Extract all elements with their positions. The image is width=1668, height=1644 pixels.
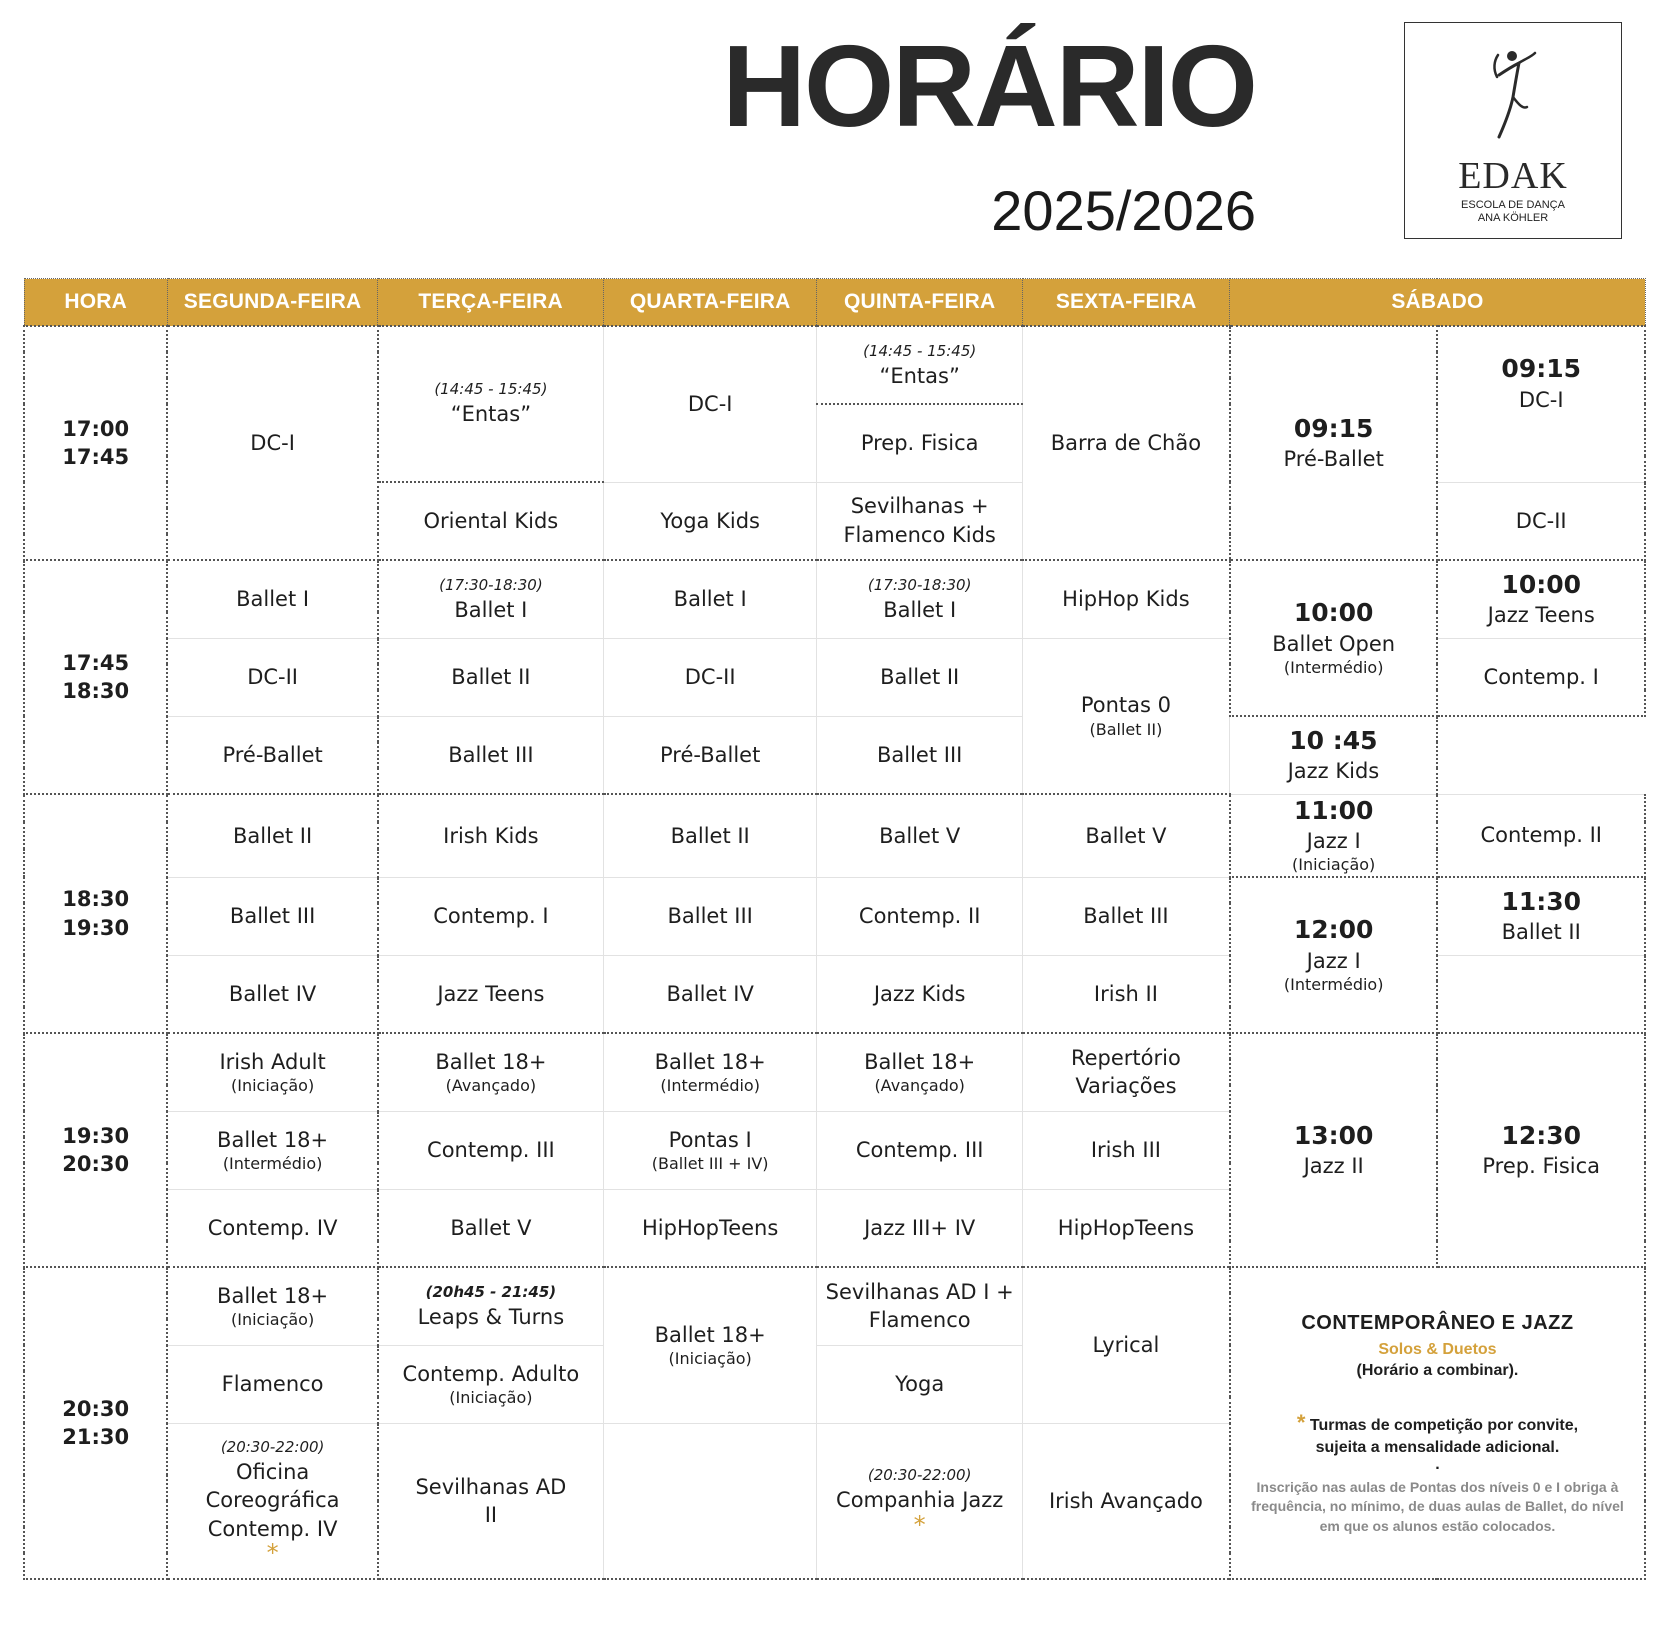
class-name-line1: Sevilhanas AD I + [825,1280,1014,1305]
hour-end: 17:45 [62,445,130,469]
class-name: Irish Adult [219,1049,326,1074]
class-cell [167,1189,378,1267]
class-cell [378,1033,604,1111]
class-cell [378,326,604,482]
pontas-note: Inscrição nas aulas de Pontas dos níveis 0 e I obriga à frequência, no mínimo, de duas aulas de Ballet, do nível em que os alunos estão colocados. [1251,1478,1624,1535]
class-cell [167,1111,378,1189]
class-name-line1: Sevilhanas + [850,494,989,519]
column-header-quinta: QUINTA-FEIRA [817,279,1023,327]
class-name-line2: Flamenco Kids [843,522,996,547]
column-header-sexta: SEXTA-FEIRA [1022,279,1230,327]
class-cell [603,716,817,794]
class-name: HipHopTeens [642,1215,779,1240]
star-icon: * [913,1510,926,1539]
class-name: Flamenco [221,1371,324,1396]
class-name: Contemp. III [855,1137,984,1162]
class-time: (20:30-22:00) [867,1466,972,1485]
hour-cell [24,560,167,794]
class-cell [603,326,817,482]
class-time: (14:45 - 15:45) [434,380,548,399]
class-cell [1022,1033,1230,1111]
class-cell [1437,638,1645,716]
class-name: Jazz I [1306,829,1361,853]
class-name: Ballet III [667,903,753,928]
empty-cell [603,1423,817,1579]
class-name: Pontas 0 [1080,693,1171,718]
class-cell [603,877,817,955]
class-cell [378,638,604,716]
class-cell [817,1345,1023,1423]
class-name: Contemp. I [1483,664,1599,689]
class-name: Pré-Ballet [1283,447,1384,472]
class-time: 10 :45 [1289,725,1378,755]
class-name-line1: Repertório [1070,1046,1181,1071]
class-name: Ballet 18+ [217,1127,329,1152]
class-cell [167,794,378,877]
class-name: Yoga Kids [660,508,760,533]
class-name: DC-II [1515,508,1567,533]
class-name-line1: Sevilhanas AD [415,1474,567,1499]
class-name: Ballet V [1085,823,1167,848]
class-name: Barra de Chão [1050,430,1202,455]
class-cell [1022,877,1230,955]
class-cell [817,1423,1023,1579]
notes-subtitle: Solos & Duetos [1378,1340,1497,1358]
class-cell [603,1111,817,1189]
class-cell [378,1423,604,1579]
class-cell [167,1345,378,1423]
class-name: DC-II [247,664,298,689]
class-cell [603,638,817,716]
class-cell [378,877,604,955]
class-cell [1230,877,1438,1033]
class-time: (14:45 - 15:45) [863,342,977,360]
class-level: (Intermédio) [660,1076,760,1096]
class-cell [378,1345,604,1423]
class-cell [1437,877,1645,955]
class-cell [1437,326,1645,482]
class-name: Jazz Teens [437,981,545,1006]
class-time: (20:30-22:00) [220,1438,325,1457]
class-name: Ballet 18+ [654,1322,766,1347]
class-name: Ballet III [229,903,316,928]
competition-line1: Turmas de competição por convite, [1309,1416,1579,1434]
class-cell [603,482,817,560]
class-name: Ballet I [673,587,747,612]
class-cell [603,1267,817,1423]
class-name: Pré-Ballet [660,742,761,767]
class-name: Irish Kids [443,823,539,848]
class-cell [603,955,817,1033]
hour-cell [24,1033,167,1267]
class-name: Leaps & Turns [417,1304,565,1329]
hour-start: 17:45 [62,650,130,675]
empty-cell [1437,955,1645,1033]
class-name: Ballet 18+ [435,1049,547,1074]
class-name: HipHop Kids [1062,587,1190,612]
class-name: Contemp. II [1480,823,1602,848]
class-cell [1230,1033,1438,1267]
class-name: DC-I [1518,387,1564,412]
class-cell [1230,326,1438,560]
class-name: Ballet V [879,823,961,848]
notes-panel [1230,1267,1645,1579]
class-level: (Avançado) [874,1076,965,1096]
class-cell [1022,794,1230,877]
hour-start: 20:30 [62,1396,130,1421]
class-cell [1022,560,1230,638]
class-time: 13:00 [1293,1120,1374,1150]
logo-wordmark: EDAK [1458,155,1568,197]
class-cell [167,955,378,1033]
class-name: Jazz I [1306,948,1361,973]
column-header-terca: TERÇA-FEIRA [378,279,604,327]
class-cell [817,716,1023,794]
school-year: 2025/2026 [991,179,1256,242]
class-cell [167,1033,378,1111]
class-time: (20h45 - 21:45) [425,1282,557,1301]
class-name: Ballet II [233,823,313,848]
class-name-line1: Oficina [235,1460,310,1485]
class-level: (Ballet II) [1089,719,1163,739]
class-time: 12:00 [1293,915,1374,945]
class-name: Contemp. I [433,903,549,928]
class-time: 11:00 [1293,795,1374,825]
star-icon: * [266,1539,279,1568]
class-level: (Iniciação) [668,1349,752,1369]
hour-end: 21:30 [62,1425,130,1450]
class-name: Ballet 18+ [654,1049,766,1074]
class-name: Ballet 18+ [217,1283,329,1308]
class-cell [817,1267,1023,1345]
class-name: Ballet I [454,597,528,622]
class-cell [378,955,604,1033]
class-name: Irish Avançado [1048,1488,1203,1513]
class-time: 12:30 [1501,1120,1581,1150]
class-name: Oriental Kids [423,508,559,533]
class-cell [378,482,604,560]
class-cell [1230,560,1438,716]
class-name: Contemp. III [427,1137,555,1162]
class-cell [378,794,604,877]
class-name: Ballet V [450,1215,532,1240]
class-name: Jazz III+ IV [864,1215,976,1240]
class-cell [1437,560,1645,638]
class-cell [1022,1189,1230,1267]
class-name: Ballet II [451,664,531,689]
class-name-line2: Variações [1075,1074,1177,1099]
logo-subtitle-2: ANA KÖHLER [1477,212,1549,224]
class-cell [167,877,378,955]
class-level: (Intermédio) [222,1153,323,1173]
class-name: DC-II [684,664,736,689]
class-level: (Iniciação) [1292,855,1376,875]
class-cell [817,1189,1023,1267]
class-cell [817,794,1023,877]
class-name: Prep. Fisica [860,431,979,456]
class-name: Ballet II [1501,920,1581,945]
column-header-quarta: QUARTA-FEIRA [603,279,817,327]
class-name: Pré-Ballet [222,742,323,767]
class-cell [817,482,1023,560]
class-level: (Iniciação) [230,1076,315,1096]
class-name: Ballet III [448,742,534,767]
class-cell [1022,1267,1230,1423]
class-cell [817,560,1023,638]
class-name-line2: Flamenco [868,1308,971,1333]
class-cell [167,716,378,794]
class-name: HipHopTeens [1057,1215,1195,1240]
class-time: (17:30-18:30) [439,575,543,594]
class-cell [378,1111,604,1189]
notes-schedule: (Horário a combinar). [1356,1362,1519,1380]
column-header-segunda: SEGUNDA-FEIRA [167,279,378,327]
class-level: (Iniciação) [230,1310,315,1330]
class-cell [817,326,1023,404]
class-time: 10:00 [1293,598,1374,628]
hour-cell [24,1267,167,1579]
class-level: (Iniciação) [449,1387,533,1407]
class-cell [603,1189,817,1267]
class-name: Ballet Open [1272,631,1396,656]
class-name: Irish III [1090,1137,1161,1162]
class-cell [1437,1033,1645,1267]
class-cell [167,326,378,560]
column-header-sabado: SÁBADO [1230,279,1645,327]
dancer-icon [1489,47,1539,142]
class-level: (Ballet III + IV) [651,1153,769,1173]
class-time: (17:30-18:30) [867,575,972,594]
class-cell [378,716,604,794]
class-level: (Intermédio) [1283,658,1384,678]
class-cell [603,560,817,638]
class-cell [817,877,1023,955]
class-name: “Entas” [879,364,960,388]
class-name: Jazz Kids [1287,759,1380,784]
class-name: Lyrical [1092,1333,1160,1358]
class-time: 09:15 [1293,413,1374,443]
competition-note [1243,1408,1632,1459]
class-cell [378,1267,604,1345]
class-name: Ballet III [876,742,963,767]
class-cell [1022,1111,1230,1189]
class-level: (Avançado) [445,1076,537,1096]
class-name: Ballet I [236,587,310,612]
class-time: 10:00 [1501,569,1581,599]
hour-end: 19:30 [62,915,130,940]
hour-start: 19:30 [62,1123,130,1148]
class-name: Jazz II [1303,1154,1364,1179]
class-name-line3: Contemp. IV [207,1516,338,1541]
class-name-line2: Coreográfica [205,1488,340,1513]
class-time: 09:15 [1501,354,1581,383]
class-name: Ballet IV [228,981,317,1006]
notes-title: CONTEMPORÂNEO E JAZZ [1301,1311,1574,1334]
class-cell [817,1033,1023,1111]
class-name: Ballet II [880,664,960,689]
class-name: Jazz Kids [873,981,966,1006]
class-cell [378,1189,604,1267]
class-cell [603,1033,817,1111]
hour-cell [24,326,167,560]
class-name: Yoga [895,1371,945,1396]
class-cell [378,560,604,638]
class-name: Jazz Teens [1487,603,1595,628]
class-cell [603,794,817,877]
class-cell [167,638,378,716]
class-name: Ballet III [1083,903,1169,928]
class-cell [167,1267,378,1345]
hour-end: 18:30 [62,679,130,703]
class-name: Ballet 18+ [864,1049,976,1074]
class-cell [817,955,1023,1033]
class-time: 11:30 [1501,886,1581,916]
class-name: Companhia Jazz [836,1488,1004,1513]
class-name: Contemp. Adulto [402,1361,580,1386]
class-name: Ballet IV [666,981,754,1006]
class-name-line2: II [484,1502,498,1527]
class-cell [1022,638,1230,794]
column-header-hora: HORA [24,279,167,327]
class-name: Irish II [1093,981,1158,1006]
class-cell [1230,794,1438,877]
class-cell [1022,326,1230,560]
class-cell [1437,482,1645,560]
class-name: DC-I [687,392,733,417]
class-level: (Intermédio) [1283,975,1384,995]
class-cell [167,1423,378,1579]
star-icon: * [1296,1409,1306,1435]
page-title: HORÁRIO [722,21,1256,151]
class-cell [817,404,1023,482]
class-cell [817,638,1023,716]
class-name: Contemp. IV [207,1215,338,1240]
class-cell [167,560,378,638]
class-cell [1437,794,1645,877]
class-name: DC-I [250,430,295,455]
class-name: Pontas I [668,1127,752,1152]
class-name: “Entas” [450,402,532,427]
class-name: Contemp. II [858,903,981,928]
class-name: Prep. Fisica [1482,1154,1601,1179]
hour-end: 20:30 [62,1152,130,1177]
class-cell [1230,716,1438,794]
notes-dot: . [1435,1456,1440,1474]
hour-start: 17:00 [62,416,130,441]
class-cell [1022,955,1230,1033]
school-logo [1404,22,1622,239]
logo-subtitle-1: ESCOLA DE DANÇA [1461,199,1565,211]
class-name: Ballet I [883,597,957,622]
class-cell [1022,1423,1230,1579]
hour-start: 18:30 [62,887,130,912]
hour-cell [24,794,167,1033]
class-cell [817,1111,1023,1189]
competition-line2: sujeita a mensalidade adicional. [1315,1439,1560,1457]
schedule-table [23,278,1646,1580]
class-name: Ballet II [670,823,750,848]
